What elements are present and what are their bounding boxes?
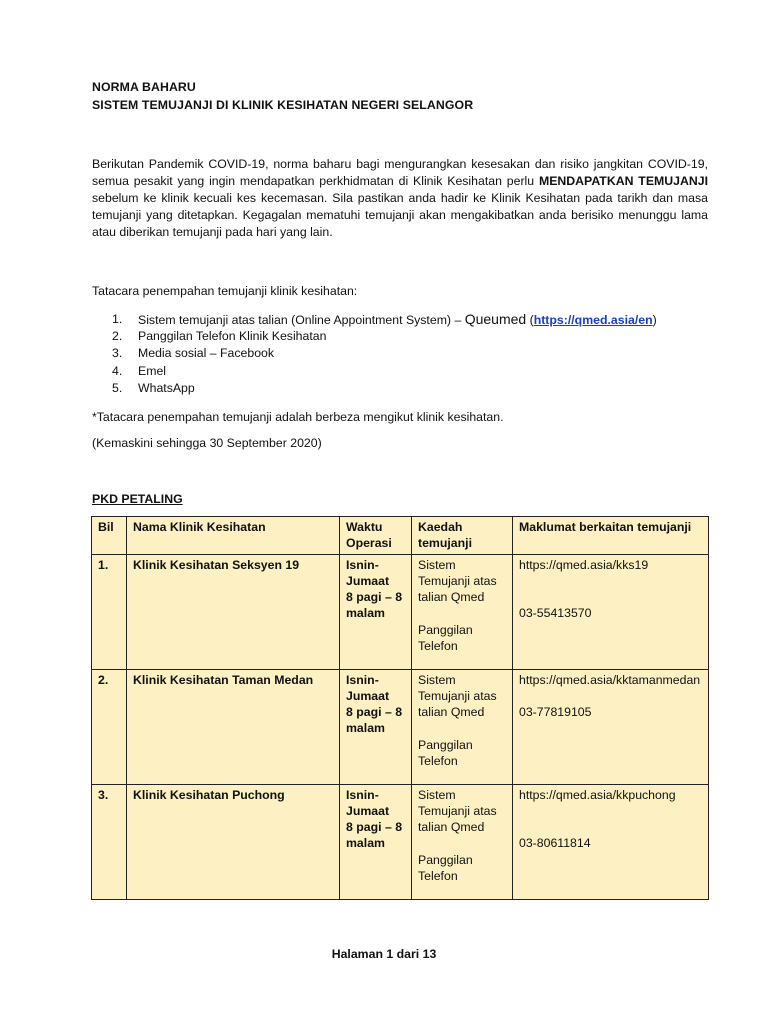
paren-close: ) xyxy=(652,313,657,327)
cell-info xyxy=(513,784,709,899)
cell-clinic-name: Klinik Kesihatan Seksyen 19 xyxy=(127,554,340,669)
list-number: 3. xyxy=(112,346,123,361)
document-heading: NORMA BAHARU xyxy=(92,80,196,94)
list-item-label: Sistem temujanji atas talian (Online Appointment System) – xyxy=(138,313,465,327)
paragraph-bold-text: MENDAPATKAN TEMUJANJI xyxy=(538,174,708,188)
cell-hours xyxy=(340,554,412,669)
method-online: Sistem Temujanji atas talian Qmed xyxy=(418,787,497,835)
cell-bil: 1. xyxy=(92,554,127,669)
info-url[interactable]: https://qmed.asia/kktamanmedan xyxy=(519,672,701,687)
header-clinic-name: Nama Klinik Kesihatan xyxy=(127,517,340,555)
list-text xyxy=(138,311,657,328)
list-number: 2. xyxy=(112,329,123,344)
hours-time: 8 pagi – 8 malam xyxy=(346,590,403,621)
list-item xyxy=(112,311,657,328)
list-item xyxy=(112,380,657,397)
document-subheading: SISTEM TEMUJANJI DI KLINIK KESIHATAN NEGERI SELANGOR xyxy=(92,98,474,112)
table-header-row xyxy=(92,517,709,555)
clinic-table xyxy=(91,516,709,900)
booking-note: *Tatacara penempahan temujanji adalah berbeza mengikut klinik kesihatan. xyxy=(92,410,504,424)
header-info: Maklumat berkaitan temujanji xyxy=(513,517,709,555)
list-text: Panggilan Telefon Klinik Kesihatan xyxy=(138,329,327,344)
paren-open: ( xyxy=(526,313,534,327)
info-phone: 03-55413570 xyxy=(519,606,592,621)
list-number: 4. xyxy=(112,363,123,378)
cell-hours xyxy=(340,784,412,899)
hours-days: Isnin-Jumaat xyxy=(346,672,390,703)
method-online: Sistem Temujanji atas talian Qmed xyxy=(418,672,497,720)
info-url[interactable]: https://qmed.asia/kkpuchong xyxy=(519,787,676,802)
header-hours: Waktu Operasi xyxy=(340,517,412,555)
method-online: Sistem Temujanji atas talian Qmed xyxy=(418,557,497,605)
cell-info xyxy=(513,554,709,669)
list-text: WhatsApp xyxy=(138,380,195,395)
cell-bil: 3. xyxy=(92,784,127,899)
qmed-link[interactable]: https://qmed.asia/en xyxy=(533,313,653,327)
cell-clinic-name: Klinik Kesihatan Puchong xyxy=(127,784,340,899)
hours-time: 8 pagi – 8 malam xyxy=(346,820,403,851)
update-date: (Kemaskini sehingga 30 September 2020) xyxy=(92,436,322,450)
page-number: Halaman 1 dari 13 xyxy=(331,947,437,961)
list-item xyxy=(112,363,657,380)
table-row xyxy=(92,669,709,784)
paragraph-text-end: sebelum ke klinik kecuali kes kecemasan. Sila pastikan anda hadir ke Klinik Kesihatan pada tarikh dan masa temujanji yang ditetapkan. Kegagalan mematuhi temujanji akan mengakibatkan anda berisiko menunggu lama atau diberikan temujanji pada hari yang lain. xyxy=(92,191,708,239)
method-phone: Panggilan Telefon xyxy=(418,852,473,884)
list-text: Media sosial – Facebook xyxy=(138,346,275,361)
cell-info xyxy=(513,669,709,784)
list-text: Emel xyxy=(138,363,167,378)
info-url[interactable]: https://qmed.asia/kks19 xyxy=(519,557,649,572)
list-item xyxy=(112,345,657,362)
queumed-brand: Queumed xyxy=(464,311,527,327)
hours-time: 8 pagi – 8 malam xyxy=(346,705,403,736)
cell-clinic-name: Klinik Kesihatan Taman Medan xyxy=(127,669,340,784)
table-row xyxy=(92,554,709,669)
hours-days: Isnin-Jumaat xyxy=(346,557,390,588)
cell-method xyxy=(412,669,513,784)
method-phone: Panggilan Telefon xyxy=(418,737,473,769)
cell-method xyxy=(412,554,513,669)
list-number: 5. xyxy=(112,380,123,395)
header-method: Kaedah temujanji xyxy=(412,517,513,555)
info-phone: 03-80611814 xyxy=(519,836,591,851)
intro-paragraph xyxy=(92,156,708,241)
list-item xyxy=(112,328,657,345)
paragraph-text-start: Berikutan Pandemik COVID-19, norma baharu bagi mengurangkan kesesakan dan risiko jangkitan COVID-19, semua pesakit yang ingin mendapatkan perkhidmatan di Klinik Kesihatan perlu xyxy=(92,157,708,188)
booking-method-list xyxy=(112,311,657,397)
method-phone: Panggilan Telefon xyxy=(418,622,473,654)
cell-hours xyxy=(340,669,412,784)
header-bil: Bil xyxy=(92,517,127,555)
cell-bil: 2. xyxy=(92,669,127,784)
table-row xyxy=(92,784,709,899)
cell-method xyxy=(412,784,513,899)
hours-days: Isnin-Jumaat xyxy=(346,787,390,818)
booking-intro: Tatacara penempahan temujanji klinik kesihatan: xyxy=(92,284,358,298)
section-title: PKD PETALING xyxy=(92,492,183,506)
list-number: 1. xyxy=(112,312,123,326)
info-phone: 03-77819105 xyxy=(519,705,592,720)
